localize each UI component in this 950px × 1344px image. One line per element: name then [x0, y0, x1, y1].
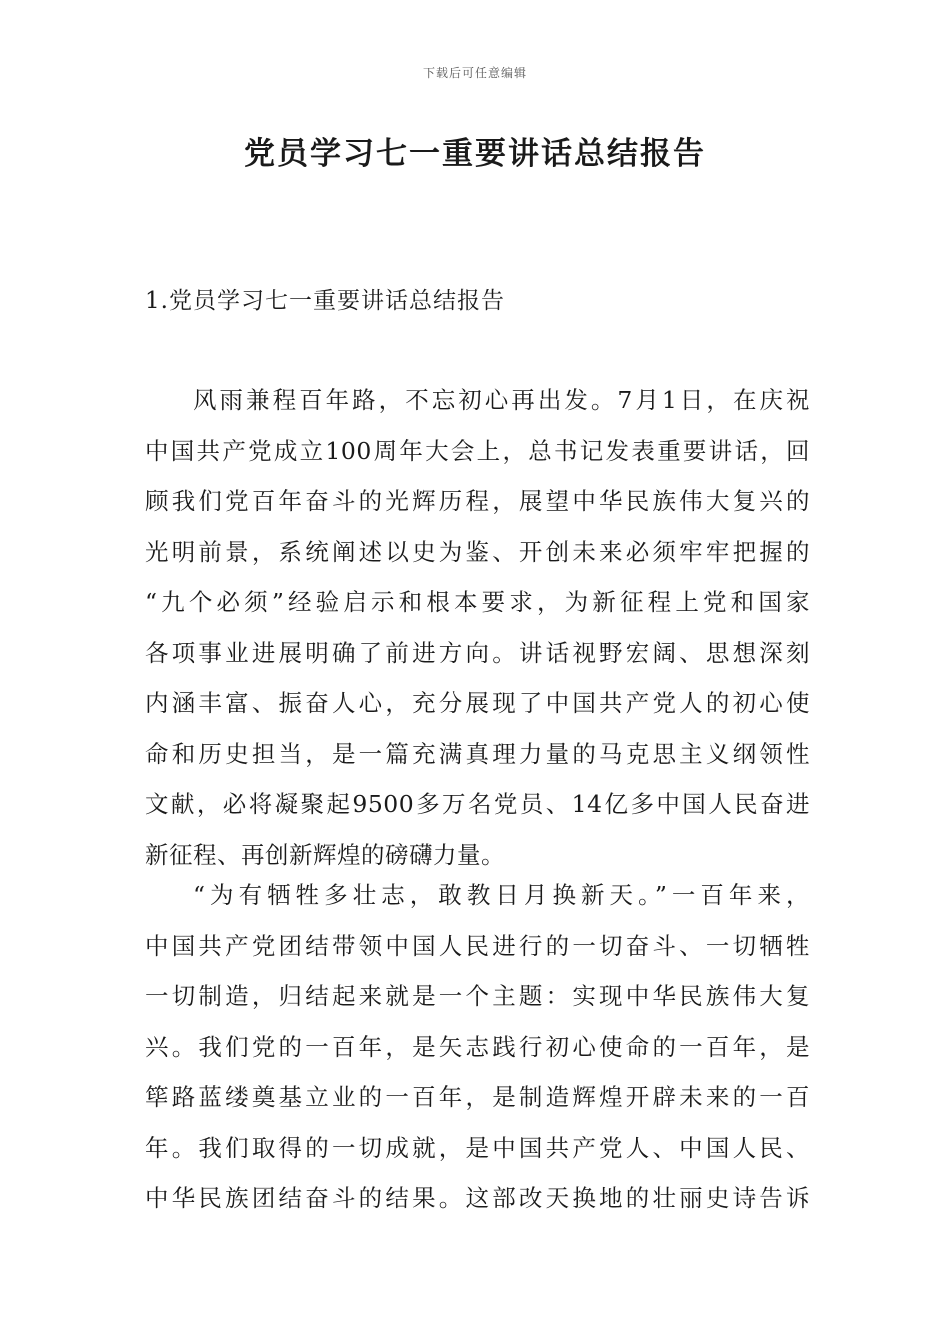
- header-note: 下载后可任意编辑: [422, 66, 527, 80]
- paragraph-line: 内涵丰富、振奋人心，充分展现了中国共产党人的初心使: [145, 689, 810, 717]
- paragraph-line: “九个必须”经验启示和根本要求，为新征程上党和国家: [145, 588, 810, 616]
- paragraph-line: 中华民族团结奋斗的结果。这部改天换地的壮丽史诗告诉: [145, 1184, 810, 1212]
- paragraph-line: 筚路蓝缕奠基立业的一百年，是制造辉煌开辟未来的一百: [145, 1083, 810, 1111]
- paragraph-line: 命和历史担当，是一篇充满真理力量的马克思主义纲领性: [145, 739, 810, 768]
- paragraph-line: 顾我们党百年奋斗的光辉历程，展望中华民族伟大复兴的: [145, 487, 810, 515]
- document-title: 党员学习七一重要讲话总结报告: [244, 136, 706, 172]
- paragraph-line: 光明前景，系统阐述以史为鉴、开创未来必须牢牢把握的: [145, 537, 810, 566]
- paragraph-line: 一切制造，归结起来就是一个主题：实现中华民族伟大复: [145, 982, 810, 1010]
- paragraph-line: 兴。我们党的一百年，是矢志践行初心使命的一百年，是: [145, 1032, 810, 1061]
- paragraph-line: “为有牺牲多壮志，敢教日月换新天。”一百年来，: [193, 881, 810, 909]
- paragraph-line: 中国共产党成立100周年大会上，总书记发表重要讲话，回: [145, 436, 810, 465]
- paragraph-line: 新征程、再创新辉煌的磅礴力量。: [145, 840, 505, 869]
- paragraph-line: 中国共产党团结带领中国人民进行的一切奋斗、一切牺牲: [145, 931, 810, 960]
- paragraph-2: [145, 870, 810, 1224]
- paragraph-1: [145, 375, 810, 880]
- section-heading: 1.党员学习七一重要讲话总结报告: [145, 288, 505, 314]
- paragraph-line: 各项事业进展明确了前进方向。讲话视野宏阔、思想深刻: [145, 638, 810, 667]
- paragraph-line: 风雨兼程百年路，不忘初心再出发。7月1日，在庆祝: [193, 386, 810, 414]
- paragraph-line: 年。我们取得的一切成就，是中国共产党人、中国人民、: [145, 1133, 810, 1162]
- paragraph-line: 文献，必将凝聚起9500多万名党员、14亿多中国人民奋进: [145, 790, 810, 818]
